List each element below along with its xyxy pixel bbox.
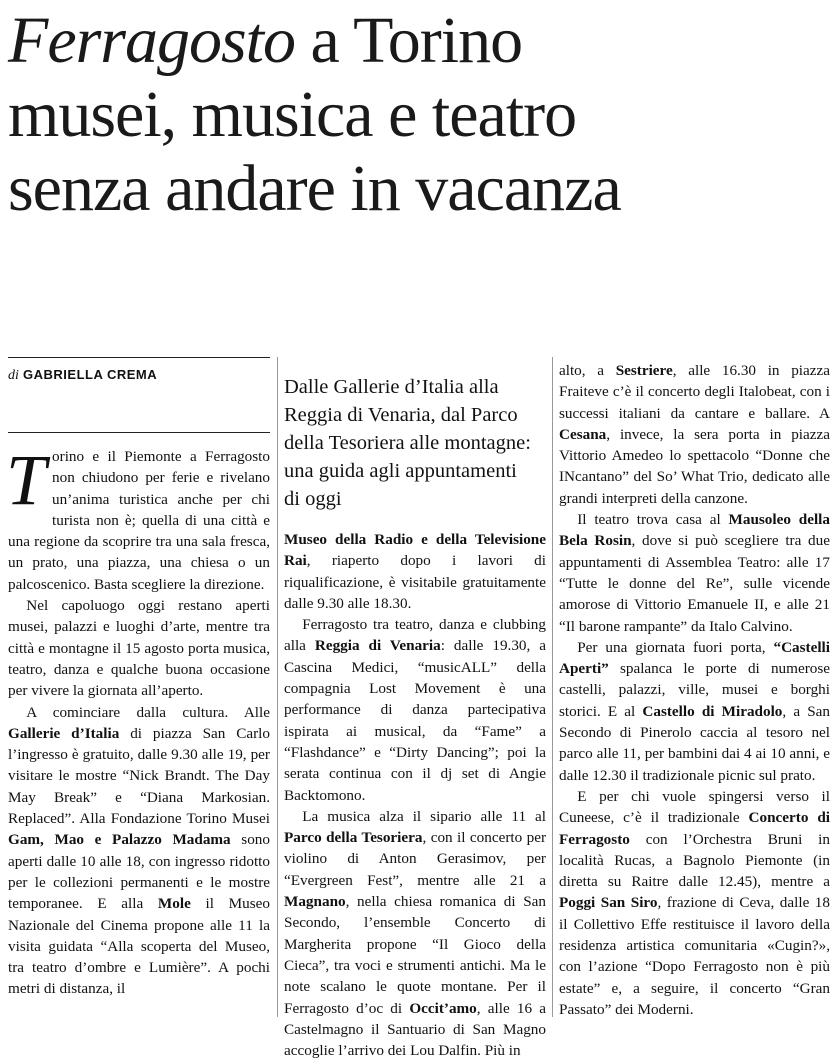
column-divider-2	[552, 357, 553, 1017]
article-paragraph: La musica alza il sipario alle 11 al Parco della Tesoriera, con il concerto per violino di Anton Gerasimov, per “Evergreen Fest”, mentre alle 21 a Magnano, nella chiesa romanica di San Secondo, l’ensemble Concerto di Margherita propone “Il Gioco della Cieca”, tra voci e strumenti antichi. Ma le note scalano le quote montane. Per il Ferragosto d’oc di Occit’amo, alle 16 a Castelmagno il Santuario di San Magno accoglie l’arrivo dei Lou Dalfin. Più in	[284, 807, 546, 1060]
column-3	[559, 360, 830, 1020]
article-paragraph: Ferragosto tra teatro, danza e clubbing alla Reggia di Venaria: dalle 19.30, a Cascina Medici, “musicALL” della compagnia Lost Movement è una performance di danza partecipativa ispirata ai musical, da “Fame” a “Flashdance” e “Dirty Dancing”; poi la serata continua con il dj set di Angie Backtomono.	[284, 616, 546, 804]
headline-line-1	[8, 4, 833, 78]
article-paragraph: Per una giornata fuori porta, “Castelli Aperti” spalanca le porte di numerose castelli, palazzi, ville, musei e borghi storici. E al Castello di Miradolo, a San Secondo di Pinerolo caccia al tesoro nel parco alle 11, per bambini dai 4 ai 10 anni, e dalle 12.30 il tradizionale picnic sul prato.	[559, 638, 830, 784]
headline-rest: a Torino	[295, 4, 523, 77]
drop-cap: T	[6, 440, 47, 520]
byline-author: GABRIELLA CREMA	[23, 367, 158, 382]
headline-italic: Ferragosto	[8, 4, 295, 77]
article-paragraph: Torino e il Piemonte a Ferragosto non chiudono per ferie e rivelano un’anima turistica anche per chi turista non è; quella di una città e una regione da scoprire tra una sala fresca, un prato, una piazza, una chiesa o un palcoscenico. Basta scegliere la direzione.	[6, 440, 270, 593]
byline-top-rule	[8, 357, 270, 358]
article-paragraph: Museo della Radio e della Televisione Rai, riaperto dopo i lavori di riqualificazione, è visitabile gratuitamente dalle 9.30 alle 18.30.	[284, 531, 546, 612]
headline-line-3: senza andare in vacanza	[8, 152, 621, 225]
article-paragraph: Nel capoluogo oggi restano aperti musei, palazzi e luoghi d’arte, mentre tra città e montagne il 15 agosto porta musica, teatro, danza e qualche buona occasione per vivere la giornata all’aperto.	[8, 597, 270, 700]
pull-quote: Dalle Gallerie d’Italia alla Reggia di Venaria, dal Parco della Tesoriera alle montagne: una guida agli appuntamenti di oggi	[284, 376, 531, 510]
article-paragraph: Il teatro trova casa al Mausoleo della Bela Rosin, dove si può scegliere tra due appuntamenti di Assemblea Teatro: alle 17 “Tutte le donne del Re”, sulle vicende amorose di Vittorio Emanuele II, e alle 21 “Il barone rampante” da Italo Calvino.	[559, 511, 830, 635]
byline	[8, 367, 157, 384]
headline-line-2: musei, musica e teatro	[8, 78, 577, 151]
column-1	[6, 440, 270, 1000]
headline	[8, 4, 833, 226]
byline-bottom-rule	[8, 432, 270, 433]
article-paragraph: E per chi vuole spingersi verso il Cuneese, c’è il tradizionale Concerto di Ferragosto con l’Orchestra Bruni in località Rucas, a Bagnolo Piemonte (in diretta su Raitre dalle 12.45), mentre a Poggi San Siro, frazione di Ceva, dalle 18 il Collettivo Effe restituisce il lavoro della residenza artistica comunitaria «Cugin?», con l’azione “Dopo Ferragosto non è più estate” e, a seguire, il concerto “Gran Passato” dei Moderni.	[559, 787, 830, 1018]
article-paragraph: alto, a Sestriere, alle 16.30 in piazza Fraiteve c’è il concerto degli Italobeat, con i successi italiani da cantare e ballare. A Cesana, invece, la sera porta in piazza Vittorio Amedeo lo spettacolo “Donne che INcantano” del So’ What Trio, dedicato alle grandi interpreti della canzone.	[559, 362, 830, 507]
column-divider-1	[277, 357, 278, 1017]
article-paragraph: A cominciare dalla cultura. Alle Gallerie d’Italia di piazza San Carlo l’ingresso è gratuito, dalle 9.30 alle 19, per visitare le mostre “Nick Brandt. The Day May Break” e “Diana Markosian. Replaced”. Alla Fondazione Torino Musei Gam, Mao e Palazzo Madama sono aperti dalle 10 alle 18, con ingresso ridotto per le collezioni permanenti e le mostre temporanee. E alla Mole il Museo Nazionale del Cinema propone alle 11 la visita guidata “Alla scoperta del Museo, tra teatro d’ombre e Lumière”. A pochi metri di distanza, il	[8, 703, 270, 998]
byline-prefix: di	[8, 368, 19, 383]
column-2	[284, 373, 546, 1061]
